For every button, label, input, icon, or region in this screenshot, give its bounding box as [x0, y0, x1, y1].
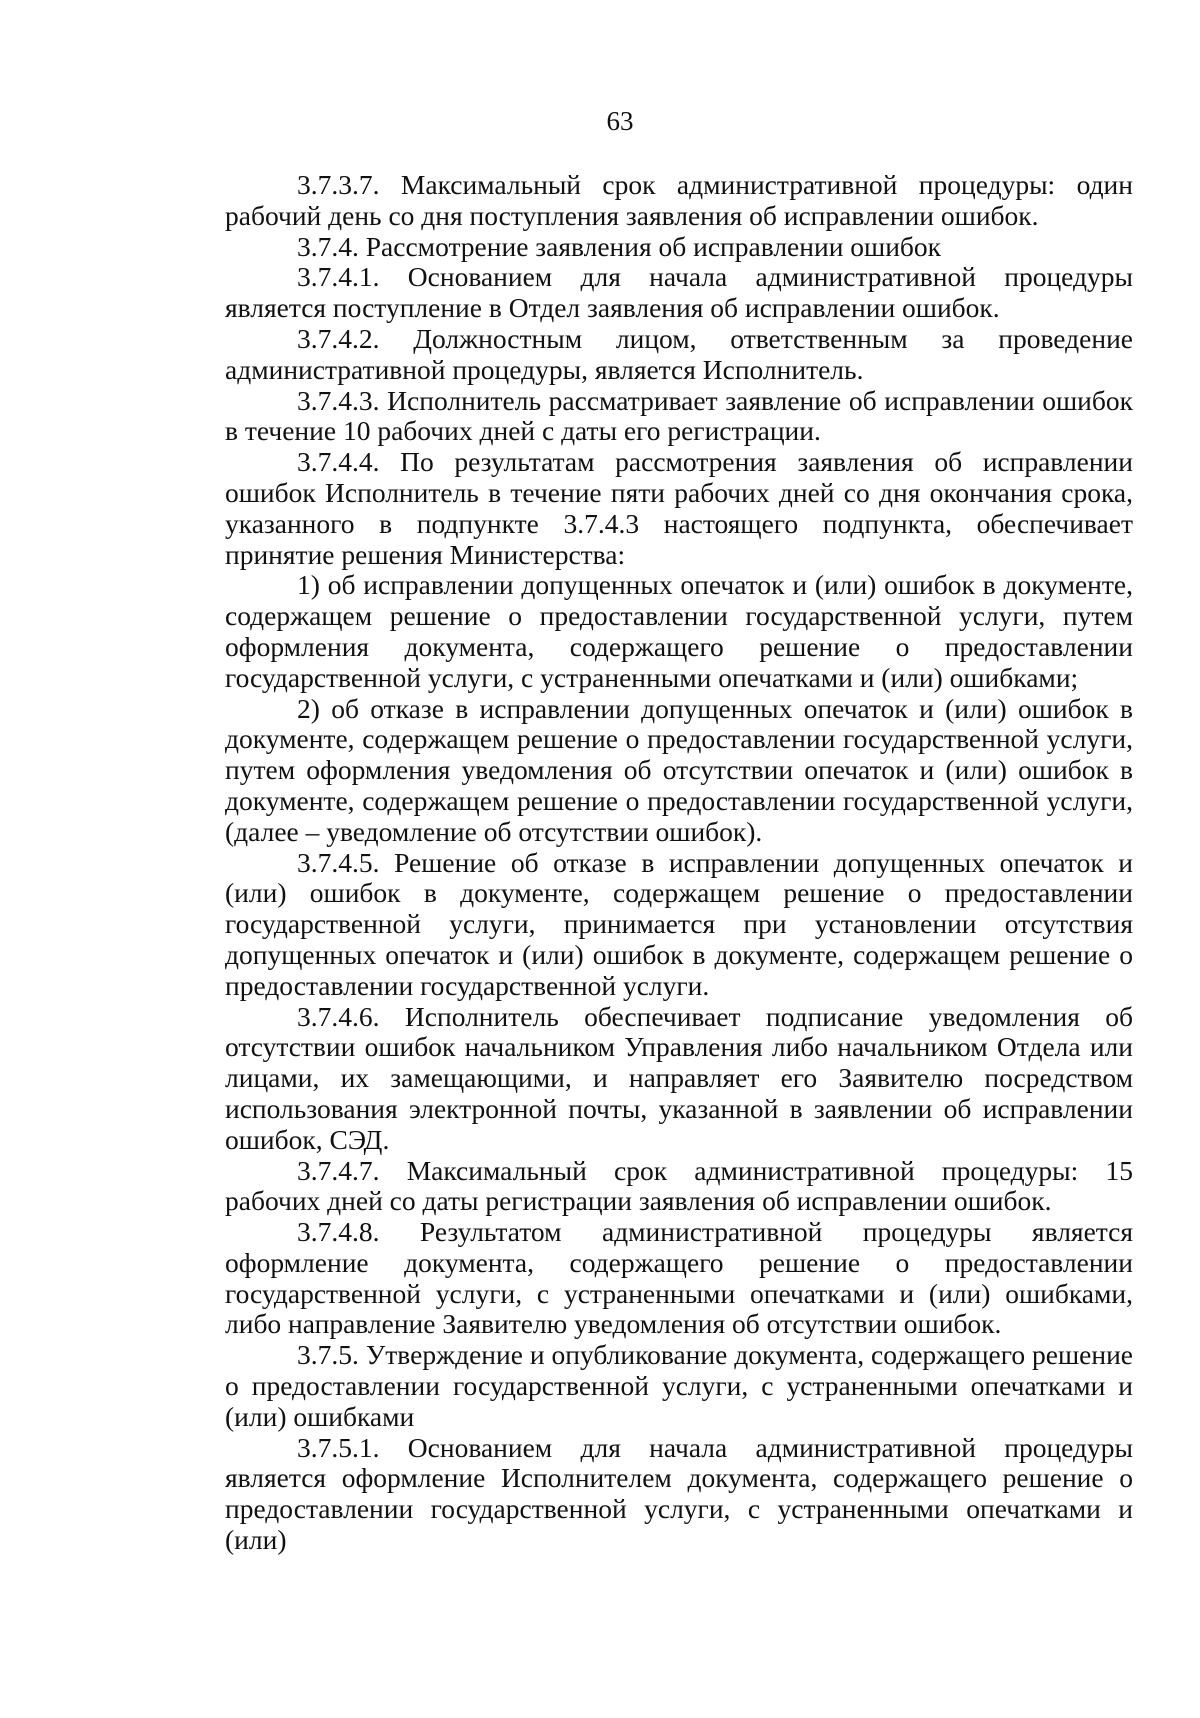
paragraph-3-7-4-4: 3.7.4.4. По результатам рассмотрения заявления об исправлении ошибок Исполнитель в течение пяти рабочих дней со дня окончания срока, указанного в подпункте 3.7.4.3 настоящего подпункта, обеспечивает принятие решения Министерства: [225, 446, 1133, 570]
paragraph-3-7-4-2: 3.7.4.2. Должностным лицом, ответственным за проведение административной процедуры, является Исполнитель. [225, 322, 1133, 385]
paragraph-3-7-4-3: 3.7.4.3. Исполнитель рассматривает заявление об исправлении ошибок в течение 10 рабочих дней с даты его регистрации. [225, 384, 1133, 447]
section-heading-3-7-4: 3.7.4. Рассмотрение заявления об исправлении ошибок [297, 230, 942, 262]
paragraph-3-7-4-5: 3.7.4.5. Решение об отказе в исправлении допущенных опечаток и (или) ошибок в документе, содержащем решение о предоставлении государственной услуги, принимается при установлении отсутствия допущенных опечаток и (или) ошибок в документе, содержащем решение о предоставлении государственной услуги. [225, 846, 1133, 1001]
section-heading-3-7-5: 3.7.5. Утверждение и опубликование документа, содержащего решение о предоставлении государственной услуги, с устраненными опечатками и (или) ошибками [225, 1339, 1133, 1432]
paragraph-3-7-3-7: 3.7.3.7. Максимальный срок административной процедуры: один рабочий день со дня поступления заявления об исправлении ошибок. [225, 169, 1133, 231]
list-item-1: 1) об исправлении допущенных опечаток и (или) ошибок в документе, содержащем решение о предоставлении государственной услуги, путем оформления документа, содержащего решение о предоставлении государственной услуги, с устраненными опечатками и (или) ошибками; [225, 569, 1133, 693]
paragraph-3-7-4-8: 3.7.4.8. Результатом административной процедуры является оформление документа, содержащего решение о предоставлении государственной услуги, с устраненными опечатками и (или) ошибками, либо направление Заявителю уведомления об отсутствии ошибок. [225, 1216, 1133, 1340]
list-item-2: 2) об отказе в исправлении допущенных опечаток и (или) ошибок в документе, содержащем решение о предоставлении государственной услуги, путем оформления уведомления об отсутствии опечаток и (или) ошибок в документе, содержащем решение о предоставлении государственной услуги, (далее – уведомление об отсутствии ошибок). [225, 692, 1133, 847]
paragraph-3-7-4-1: 3.7.4.1. Основанием для начала административной процедуры является поступление в Отдел заявления об исправлении ошибок. [225, 261, 1133, 324]
paragraph-3-7-5-1: 3.7.5.1. Основанием для начала административной процедуры является оформление Исполнителем документа, содержащего решение о предоставлении государственной услуги, с устраненными опечатками и (или) [225, 1431, 1133, 1556]
paragraph-3-7-4-7: 3.7.4.7. Максимальный срок административной процедуры: 15 рабочих дней со даты регистрации заявления об исправлении ошибок. [225, 1154, 1133, 1217]
page-number: 63 [606, 106, 634, 136]
document-body [225, 170, 1133, 1556]
paragraph-3-7-4-6: 3.7.4.6. Исполнитель обеспечивает подписание уведомления об отсутствии ошибок начальником Управления либо начальником Отдела или лицами, их замещающими, и направляет его Заявителю посредством использования электронной почты, указанной в заявлении об исправлении ошибок, СЭД. [225, 1000, 1133, 1155]
